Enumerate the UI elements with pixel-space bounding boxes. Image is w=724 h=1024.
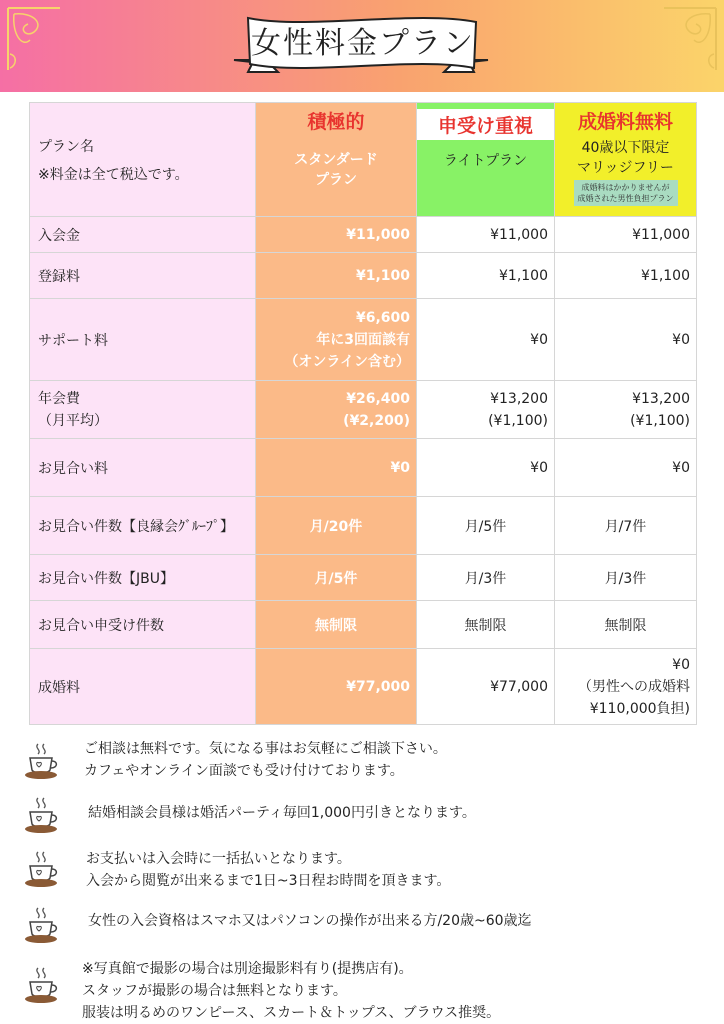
coffee-cup-icon	[22, 796, 62, 836]
row-label: 成婚料	[30, 649, 256, 725]
light-value: ¥77,000	[417, 649, 555, 725]
note-text	[82, 958, 500, 1024]
plan-marriage-free-name-1: 40歳以下限定	[581, 140, 670, 156]
plan-label-cell	[30, 103, 256, 217]
plan-standard-header	[256, 103, 417, 217]
note-text	[88, 910, 532, 932]
tax-note: ※料金は全て税込です。	[38, 166, 189, 183]
standard-value: ¥77,000	[256, 649, 417, 725]
plan-marriage-free-tag: 成婚料無料	[577, 111, 673, 133]
coffee-cup-icon	[22, 742, 62, 782]
standard-value: 無制限	[256, 601, 417, 649]
table-row	[30, 439, 697, 497]
standard-value: ¥0	[256, 439, 417, 497]
standard-value-line: (¥2,200)	[343, 412, 410, 429]
plan-marriage-free-name-2: マリッジフリー	[577, 160, 674, 176]
coffee-cup-icon	[22, 966, 62, 1006]
marriage-free-value: 月/3件	[555, 555, 697, 601]
row-label-line: 年会費	[38, 390, 80, 407]
note-text	[84, 738, 447, 782]
standard-value-line: ¥6,600	[355, 309, 410, 326]
row-label: お見合い件数【JBU】	[30, 555, 256, 601]
row-label: サポート料	[30, 299, 256, 381]
table-row	[30, 299, 697, 381]
light-value: ¥0	[417, 299, 555, 381]
marriage-free-value: 月/7件	[555, 497, 697, 555]
marriage-free-value-line: ¥0	[672, 656, 690, 673]
flourish-corner-icon	[4, 4, 64, 74]
plan-note-line-2: 成婚された男性負担プラン	[577, 194, 674, 203]
standard-value: 月/5件	[256, 555, 417, 601]
flourish-corner-icon	[660, 4, 720, 74]
note-line: ご相談は無料です。気になる事はお気軽にご相談下さい。	[84, 741, 447, 757]
light-value: ¥0	[417, 439, 555, 497]
row-label: 入会金	[30, 217, 256, 253]
plan-light-tag: 申受け重視	[417, 109, 554, 140]
table-header-row	[30, 103, 697, 217]
row-label: お見合い件数【良縁会ｸﾞﾙｰﾌﾟ】	[30, 497, 256, 555]
marriage-free-value: ¥1,100	[555, 253, 697, 299]
marriage-free-value-line: ¥110,000負担)	[589, 700, 690, 717]
marriage-free-value	[555, 381, 697, 439]
standard-value-line: 年に3回面談有	[316, 331, 410, 348]
marriage-free-value-line: （男性への成婚料	[578, 678, 690, 695]
standard-value	[256, 381, 417, 439]
plan-standard-name-1: スタンダード	[294, 152, 378, 168]
header-band	[0, 0, 724, 92]
light-value-line: (¥1,100)	[488, 412, 548, 429]
plan-note-line-1: 成婚料はかかりませんが	[581, 183, 670, 192]
marriage-free-value: ¥11,000	[555, 217, 697, 253]
standard-value-line: ¥26,400	[346, 390, 410, 407]
page-title: 女性料金プラン	[251, 26, 475, 61]
plan-standard-name-2: プラン	[315, 172, 357, 188]
table-row	[30, 381, 697, 439]
marriage-free-value: ¥0	[555, 439, 697, 497]
standard-value: ¥1,100	[256, 253, 417, 299]
light-value: 月/3件	[417, 555, 555, 601]
note-line: カフェやオンライン面談でも受け付けております。	[84, 763, 404, 779]
row-label: 登録料	[30, 253, 256, 299]
note-line: ※写真館で撮影の場合は別途撮影料有り(提携店有)。	[82, 961, 413, 977]
plan-standard-tag: 積極的	[307, 111, 365, 133]
standard-value: ¥11,000	[256, 217, 417, 253]
standard-value: 月/20件	[256, 497, 417, 555]
light-value: 月/5件	[417, 497, 555, 555]
light-value-line: ¥13,200	[490, 390, 548, 407]
light-value: 無制限	[417, 601, 555, 649]
table-row	[30, 497, 697, 555]
table-row	[30, 601, 697, 649]
table-row	[30, 649, 697, 725]
price-table	[29, 102, 697, 725]
row-label: お見合い申受け件数	[30, 601, 256, 649]
table-row	[30, 555, 697, 601]
table-row	[30, 253, 697, 299]
marriage-free-value	[555, 649, 697, 725]
marriage-free-value: 無制限	[555, 601, 697, 649]
light-value: ¥1,100	[417, 253, 555, 299]
note-line: お支払いは入会時に一括払いとなります。	[86, 851, 351, 867]
marriage-free-value: ¥0	[555, 299, 697, 381]
note-line: 女性の入会資格はスマホ又はパソコンの操作が出来る方/20歳~60歳迄	[88, 913, 532, 929]
table-row	[30, 217, 697, 253]
note-text	[88, 802, 476, 824]
note-line: 結婚相談会員様は婚活パーティ毎回1,000円引きとなります。	[88, 805, 476, 821]
plan-name-label: プラン名	[38, 138, 94, 155]
marriage-free-value-line: (¥1,100)	[630, 412, 690, 429]
coffee-cup-icon	[22, 906, 62, 946]
note-line: 服装は明るめのワンピース、スカート＆トップス、ブラウス推奨。	[82, 1005, 501, 1021]
row-label	[30, 381, 256, 439]
coffee-cup-icon	[22, 850, 62, 890]
marriage-free-value-line: ¥13,200	[632, 390, 690, 407]
plan-marriage-free-note	[574, 180, 678, 206]
standard-value	[256, 299, 417, 381]
note-line: 入会から閲覧が出来るまで1日~3日程お時間を頂きます。	[86, 873, 451, 889]
plan-light-name: ライトプラン	[443, 153, 528, 169]
note-text	[86, 848, 450, 892]
plan-marriage-free-header	[555, 103, 697, 217]
standard-value-line: （オンライン含む）	[284, 353, 410, 370]
light-value	[417, 381, 555, 439]
plan-light-header	[417, 103, 555, 217]
row-label: お見合い料	[30, 439, 256, 497]
row-label-line: （月平均）	[38, 412, 108, 429]
light-value: ¥11,000	[417, 217, 555, 253]
note-line: スタッフが撮影の場合は無料となります。	[82, 983, 347, 999]
